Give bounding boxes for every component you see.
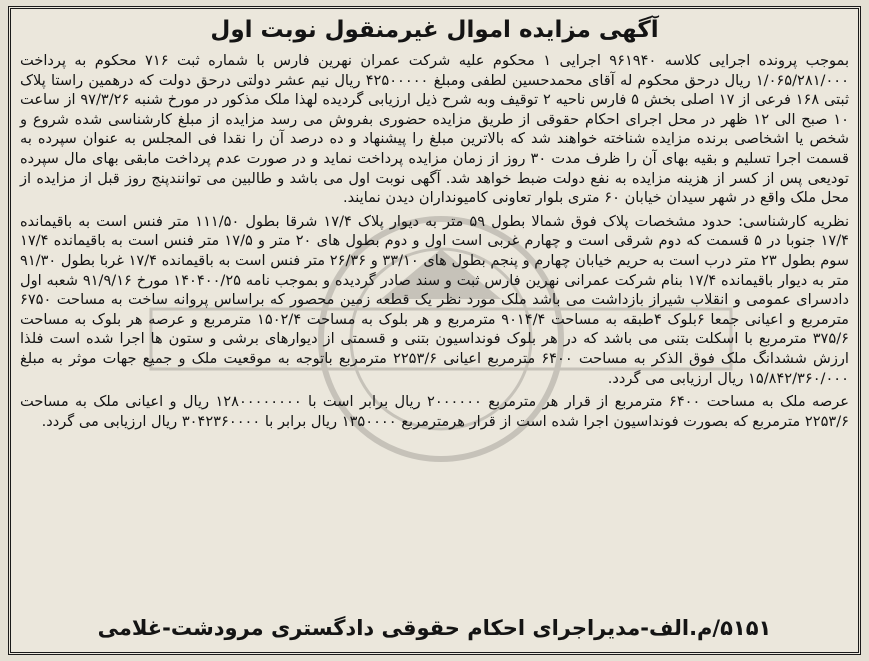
notice-paragraph-intro: بموجب پرونده اجرایی کلاسه ۹۶۱۹۴۰ اجرایی ۱ محکوم علیه شرکت عمران نهرین فارس با شماره ثبت ۷۱۶ محکوم به پرداخت ۱/۰۶۵/۲۸۱/۰۰۰ ریال درحق محکوم له آقای محمدحسین لطفی ومبلغ ۴۲۵۰۰۰۰۰ ریال نیم عشر دولتی درحق دولت که درهمین راستا پلاک ثبتی ۱۶۸ فرعی از ۱۷ اصلی بخش ۵ فارس ناحیه ۲ توقیف وبه شرح ذیل ارزیابی گردیده لهذا ملک مذکور در مورخ شنبه ۹۷/۳/۲۶ از ساعت ۱۰ صبح الی ۱۲ ظهر در محل اجرای احکام حقوقی از طریق مزایده حضوری بفروش می رسد مزایده از مبلغ کارشناسی شده شروع و شخص یا اشخاصی برنده مزایده شناخته خواهند شد که بالاترین مبلغ را پیشنهاد و ده درصد آن را نقدا فی المجلس به عنوان سپرده به قسمت اجرا تسلیم و بقیه بهای آن را ظرف مدت ۳۰ روز از زمان مزایده پرداخت نماید و در صورت عدم پرداخت مابقی بهای مال سپرده تودیعی پس از کسر از هزینه مزایده به نفع دولت ضبط خواهد شد. آگهی نوبت اول می باشد و طالبین می توانندپنج روز قبل از مزایده از محل ملک واقع در شهر سیدان خیابان ۶۰ متری بلوار تعاونی کامیونداران دیدن نمایند. (20, 52, 850, 207)
notice-paragraph-expert-opinion: نظریه کارشناسی: حدود مشخصات پلاک فوق شمالا بطول ۵۹ متر به دیوار پلاک ۱۷/۴ شرقا بطول ۱۱۱/۵۰ متر فنس است به باقیمانده ۱۷/۴ جنوبا در ۵ قسمت که دوم شرقی است و چهارم غربی است اول و دوم بطول های ۲۰ متر و ۱۷/۵ متر فنس است به باقیمانده ۱۷/۴ سوم بطول ۲۳ متر درب است به حریم خیابان چهارم و پنجم بطول های ۳۳/۱۰ و ۲۶/۳۶ متر فنس است به باقیمانده ۱۷/۴ غربا بطول ۹۱/۳۰ متر به دیوار باقیمانده ۱۷/۴ بنام شرکت عمرانی نهرین فارس ثبت و سند صادر گردیده و بموجب نامه ۱۴۰۴۰۰/۲۵ مورخ ۹۱/۹/۱۶ شعبه اول دادسرای عمومی و انقلاب شیراز بازداشت می باشد ملک مورد نظر یک قطعه زمین محصور که براساس پروانه ساخت به مساحت ۶۷۵۰ مترمربع و اعیانی جمعا ۶بلوک ۴طبقه به مساحت ۹۰۱۴/۴ مترمربع و هر بلوک به مساحت ۱۵۰۲/۴ مترمربع و عرصه هر بلوک به مساحت ۳۷۵/۶ مترمربع با اسکلت بتنی می باشد که در هر بلوک فونداسیون بتنی و قسمتی از دیوارهای برشی و ستون ها اجرا شده است فلذا ارزش ششدانگ ملک فوق الذکر به مساحت ۶۴۰۰ مترمربع اعیانی ۲۲۵۳/۶ مترمربع باتوجه به موقعیت ملک و جمیع جهات موثر به مبلغ ۱۵/۸۴۲/۳۶۰/۰۰۰ ریال ارزیابی می گردد. (20, 212, 850, 387)
notice-footer-signature: ۵۱۵۱/م.الف-مدیراجرای احکام حقوقی دادگستری مرودشت-غلامی (97, 616, 772, 640)
notice-title: آگهی مزایده اموال غیرمنقول نوبت اول (210, 17, 659, 43)
notice-paragraph-valuation: عرصه ملک به مساحت ۶۴۰۰ مترمربع از قرار هر مترمربع ۲۰۰۰۰۰۰ ریال برابر است با ۱۲۸۰۰۰۰۰۰۰۰ ریال و اعیانی ملک به مساحت ۲۲۵۳/۶ مترمربع که بصورت فونداسیون اجرا شده است از قرار هرمترمربع ۱۳۵۰۰۰۰ ریال برابر با ۳۰۴۲۳۶۰۰۰۰ ریال ارزیابی می گردد. (20, 393, 850, 430)
notice-frame (8, 6, 861, 655)
